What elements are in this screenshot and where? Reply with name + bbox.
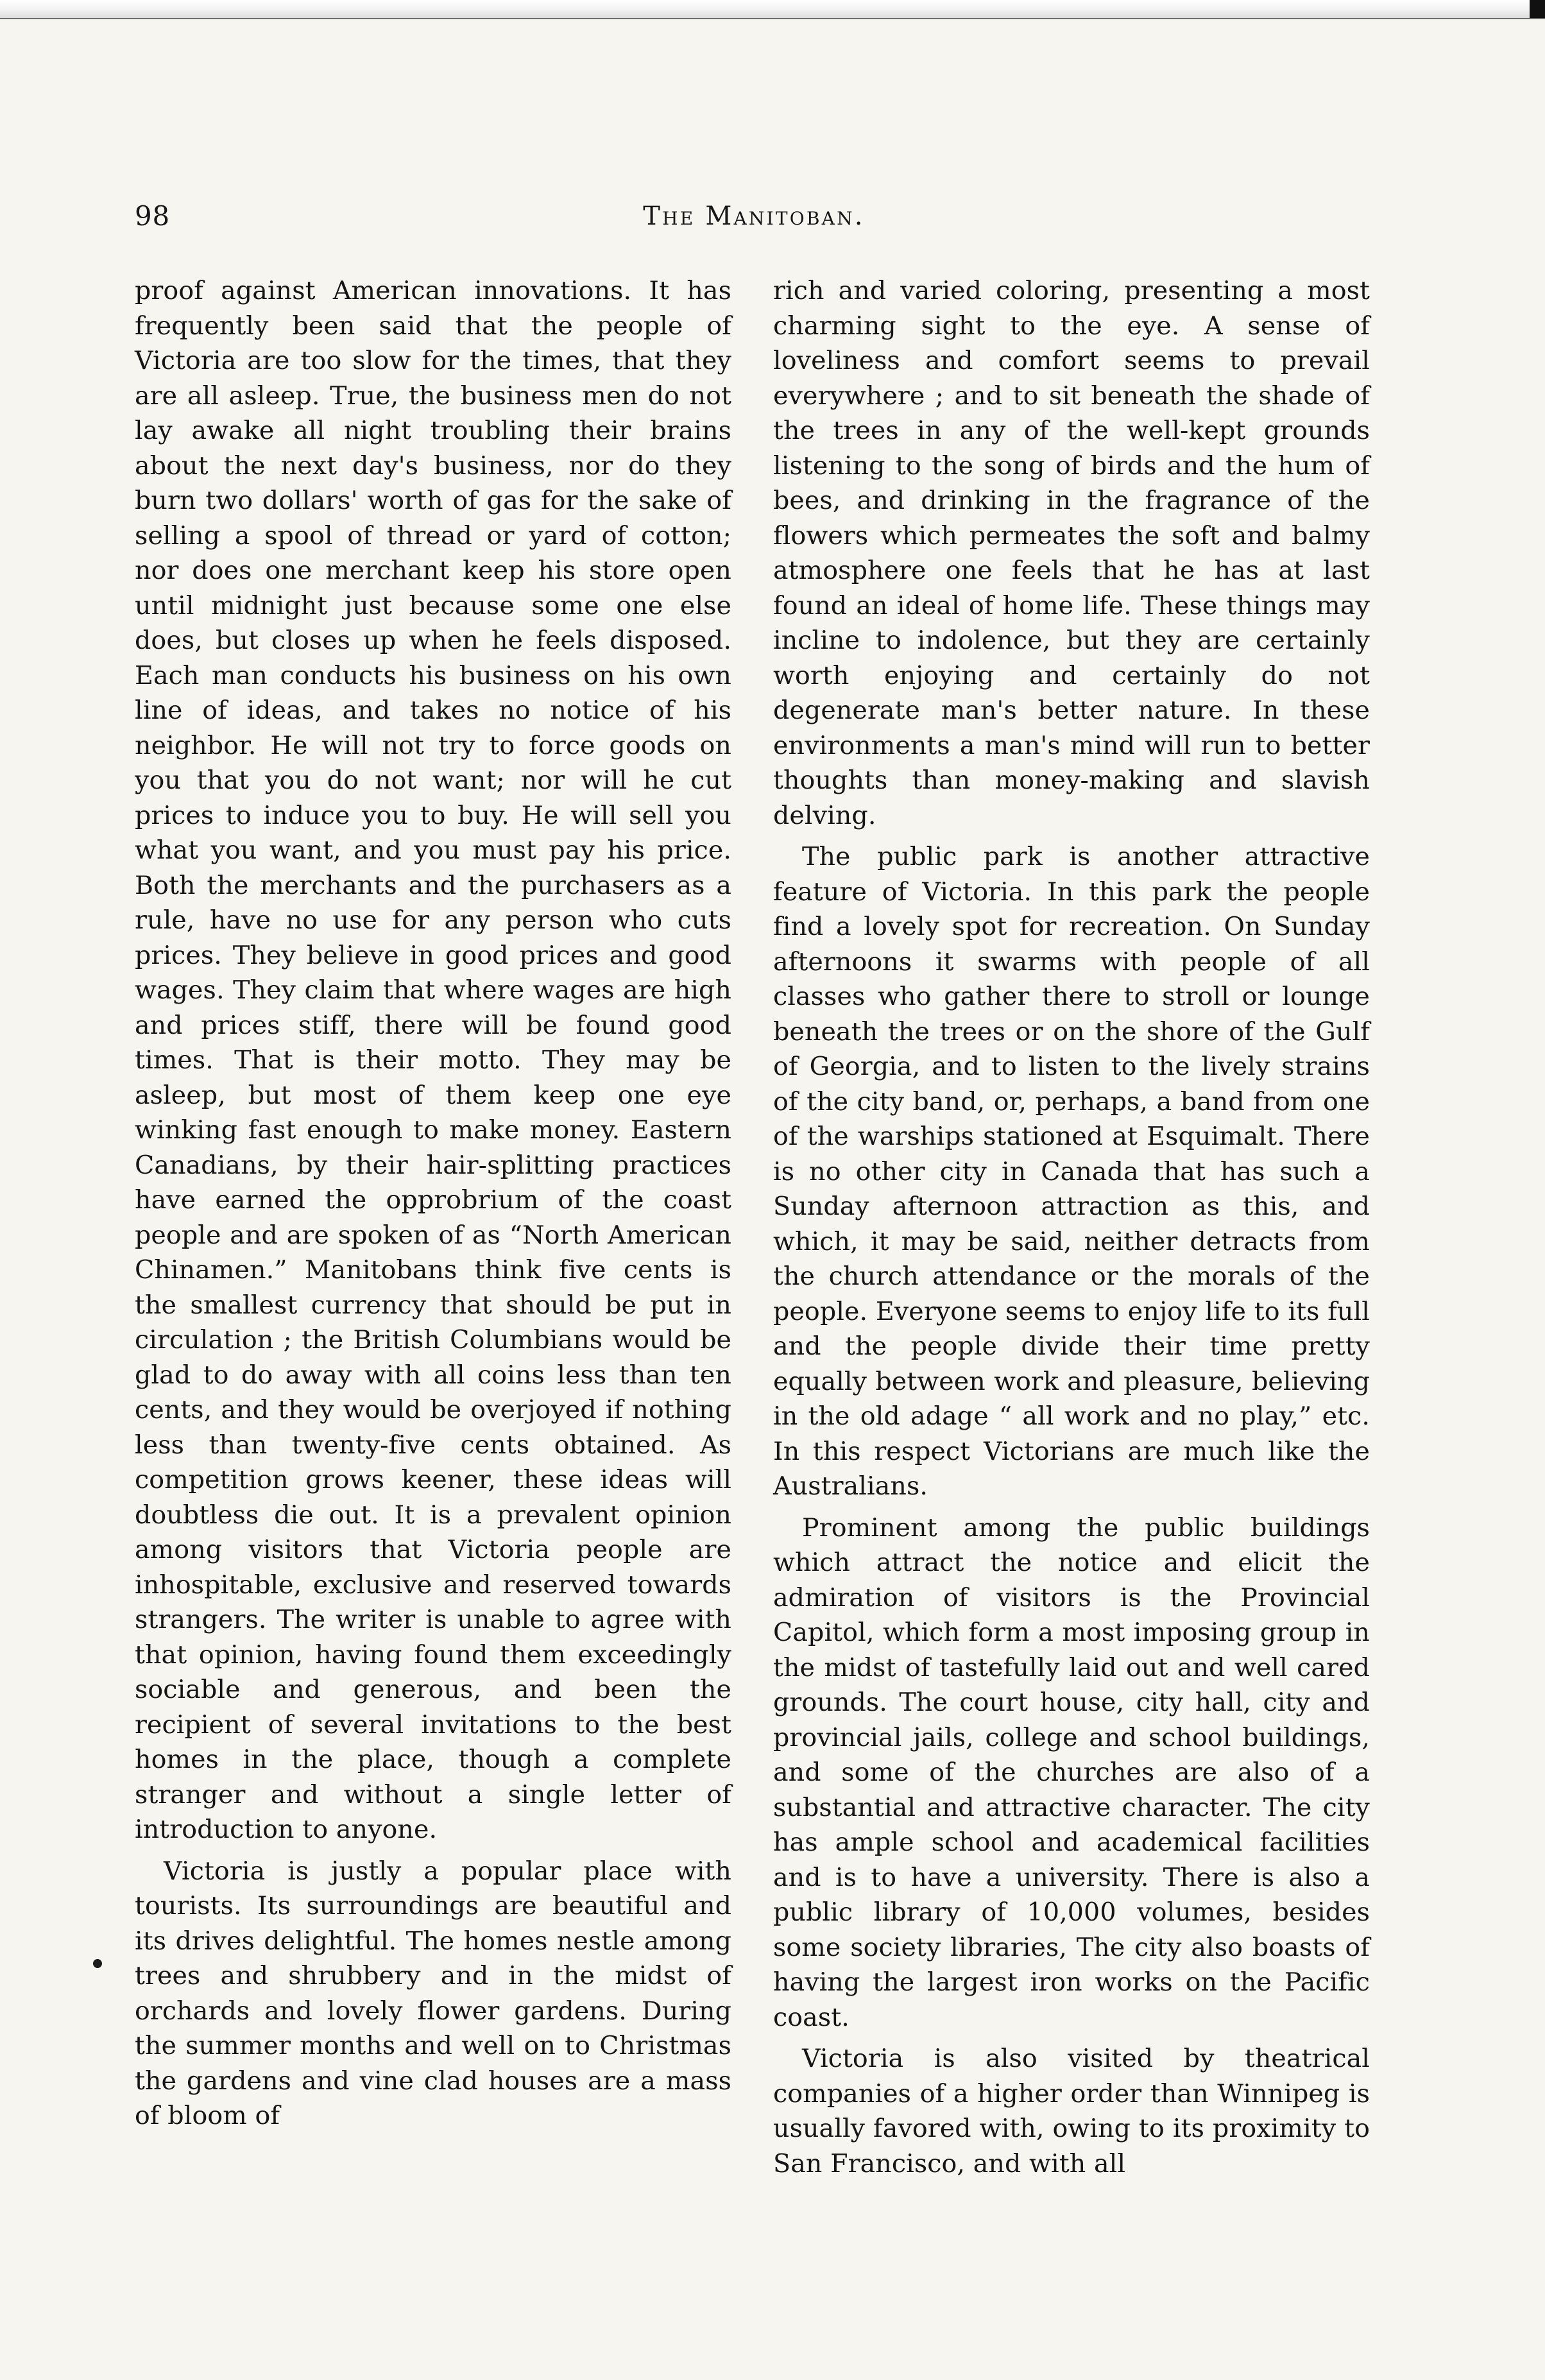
left-column [135,273,731,2134]
left-paragraph-2: Victoria is justly a popular place with tourists. Its surroundings are beautiful and its drives delightful. The homes nestle among trees and shrubbery and in the midst of orchards and lovely flower gardens. During the summer months and well on to Christmas the gardens and vine clad houses are a mass of bloom of [135,1856,731,2130]
right-paragraph-4: Victoria is also visited by theatrical companies of a higher order than Winnipeg is usually favored with, owing to its proximity to San Francisco, and with all [773,2044,1370,2179]
scan-top-rule [0,0,1545,19]
right-column [773,273,1370,2181]
running-head: The Manitoban. [643,201,865,231]
right-paragraph-3: Prominent among the public buildings which attract the notice and elicit the admiration of visitors is the Provincial Capitol, which form a most imposing group in the midst of tastefully laid out and well cared grounds. The court house, city hall, city and provincial jails, college and school buildings, and some of the churches are also of a substantial and attractive character. The city has ample school and academical facilities and is to have a university. There is also a public library of 10,000 volumes, besides some society libraries, The city also boasts of having the largest iron works on the Pacific coast. [773,1512,1370,2032]
margin-mark [92,1958,104,1970]
page-header [135,194,1373,239]
left-paragraph-1: proof against American innovations. It has frequently been said that the people of Victoria are too slow for the times, that they are all asleep. True, the business men do not lay awake all night troubling their brains about the next day's business, nor do they burn two dollars' worth of gas for the sake of selling a spool of thread or yard of cotton; nor does one merchant keep his store open until midnight just because some one else does, but closes up when he feels disposed. Each man conducts his business on his own line of ideas, and takes no notice of his neighbor. He will not try to force goods on you that you do not want; nor will he cut prices to induce you to buy. He will sell you what you want, and you must pay his price. Both the merchants and the purchasers as a rule, have no use for any person who cuts prices. They believe in good prices and good wages. They claim that where wages are high and prices stiff, there will be found good times. That is their motto. They may be asleep, but most of them keep one eye winking fast enough to make money. Eastern Canadians, by their hair-splitting practices have earned the opprobrium of the coast people and are spoken of as “North American Chinamen.” Manitobans think five cents is the smallest currency that should be put in circulation ; the British Columbians would be glad to do away with all coins less than ten cents, and they would be overjoyed if nothing less than twenty-five cents obtained. As competition grows keener, these ideas will doubtless die out. It is a prevalent opinion among visitors that Victoria people are inhospitable, exclusive and reserved towards strangers. The writer is unable to agree with that opinion, having found them exceedingly sociable and generous, and been the recipient of several invitations to the best homes in the place, though a complete stranger and without a single letter of introduction to anyone. [135,276,731,1844]
right-paragraph-2: The public park is another attractive feature of Victoria. In this park the people find a lovely spot for recreation. On Sunday afternoons it swarms with people of all classes who gather there to stroll or lounge beneath the trees or on the shore of the Gulf of Georgia, and to listen to the lively strains of the city band, or, perhaps, a band from one of the warships stationed at Esquimalt. There is no other city in Canada that has such a Sunday afternoon attraction as this, and which, it may be said, neither detracts from the church attendance or the morals of the people. Everyone seems to enjoy life to its full and the people divide their time pretty equally between work and pleasure, believing in the old adage “ all work and no play,” etc. In this respect Victorians are much like the Australians. [773,842,1370,1501]
page-number: 98 [135,200,171,232]
right-paragraph-1: rich and varied coloring, presenting a most charming sight to the eye. A sense of loveliness and comfort seems to prevail everywhere ; and to sit beneath the shade of the trees in any of the well-kept grounds listening to the song of birds and the hum of bees, and drinking in the fragrance of the flowers which permeates the soft and balmy atmosphere one feels that he has at last found an ideal of home life. These things may incline to indolence, but they are certainly worth enjoying and certainly do not degenerate man's better nature. In these environments a man's mind will run to better thoughts than money-making and slavish delving. [773,276,1370,830]
